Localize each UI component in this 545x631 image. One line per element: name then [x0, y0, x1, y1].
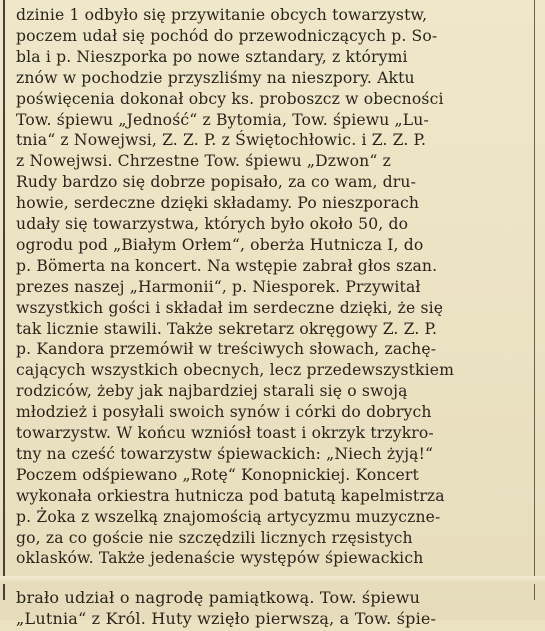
text-line: howie, serdeczne dzięki składamy. Po nieszporach: [16, 194, 420, 213]
column-rule-right: [534, 0, 535, 600]
text-line: ogrodu pod „Białym Orłem“, oberża Hutnicza I, do: [16, 235, 424, 254]
text-line: znów w pochodzie przyszliśmy na nieszpory. Aktu: [16, 68, 415, 87]
text-line: poczem udał się pochód do przewodniczących p. So-: [16, 26, 438, 45]
text-line: wykonała orkiestra hutnicza pod batutą kapelmistrza: [16, 486, 445, 505]
text-line: udały się towarzystwa, których było około 50, do: [16, 215, 409, 233]
text-line: dzinie 1 odbyło się przywitanie obcych towarzystw,: [16, 6, 428, 24]
text-line: p. Bömerta na koncert. Na wstępie zabrał głos szan.: [16, 256, 438, 275]
text-line: prezes naszej „Harmonii“, p. Niesporek. Przywitał: [16, 277, 421, 296]
continuation-line: brało udział o nagrodę pamiątkową. Tow. śpiewu: [16, 588, 421, 607]
text-line: go, za co goście nie szczędzili licznych rzęsistych: [16, 528, 413, 547]
text-line: Poczem odśpiewano „Rotę“ Konopnickiej. Koncert: [16, 465, 419, 484]
text-line: poświęcenia dokonał obcy ks. proboszcz w obecności: [16, 89, 444, 108]
text-line: młodzież i posyłali swoich synów i córki do dobrych: [16, 403, 432, 422]
text-line: oklasków. Także jedenaście występów śpiewackich: [16, 549, 424, 568]
column-rule-left: [3, 0, 5, 600]
continuation-line: „Lutnia“ z Król. Huty wzięło pierwszą, a Tow. śpie-: [16, 609, 437, 628]
text-line: tny na cześć towarzystw śpiewackich: „Niech żyją!“: [16, 444, 434, 463]
text-line: rodziców, żeby jak najbardziej starali się o swoją: [16, 382, 408, 401]
text-line: bla i p. Nieszporka po nowe sztandary, z którymi: [16, 47, 408, 66]
text-line: tnia“ z Nowejwsi, Z. Z. P. z Świętochłowic. i Z. Z. P.: [16, 131, 427, 150]
text-line: wszystkich gości i składał im serdeczne dzięki, że się: [16, 298, 444, 317]
text-line: tak licznie stawili. Także sekretarz okręgowy Z. Z. P.: [16, 319, 438, 338]
text-line: p. Żoka z wszelką znajomością artycyzmu muzyczne-: [16, 507, 441, 526]
text-line: towarzystw. W końcu wzniósł toast i okrzyk trzykro-: [16, 424, 434, 442]
clipping-separator: [0, 576, 545, 584]
text-line: Rudy bardzo się dobrze popisało, za co wam, dru-: [16, 173, 417, 192]
text-line: Tow. śpiewu „Jedność“ z Bytomia, Tow. śpiewu „Lu-: [16, 110, 429, 129]
text-line: p. Kandora przemówił w treściwych słowach, zachę-: [16, 340, 437, 359]
text-line: cających wszystkich obecnych, lecz przedewszystkiem: [16, 361, 455, 380]
text-line: z Nowejwsi. Chrzestne Tow. śpiewu „Dzwon“ z: [16, 152, 391, 171]
